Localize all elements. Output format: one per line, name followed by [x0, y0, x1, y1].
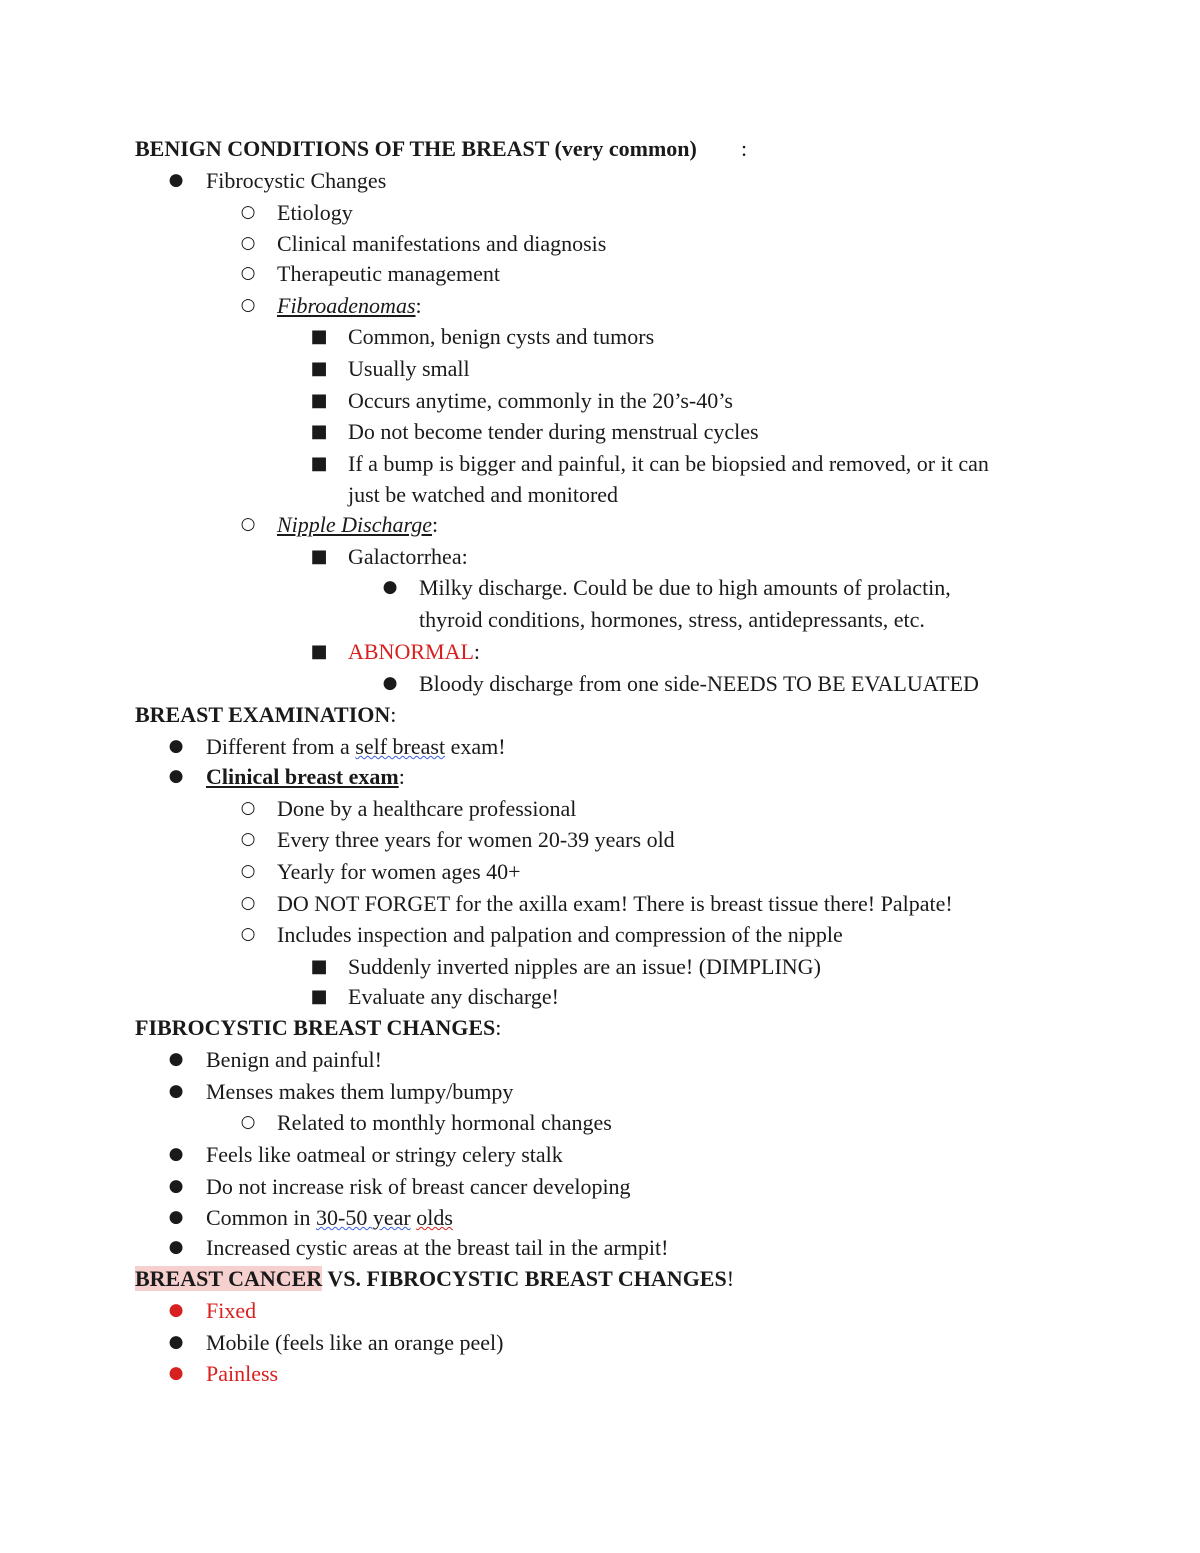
highlighted-text: BREAST CANCER: [135, 1266, 323, 1291]
list-item: ● Benign and painful!: [0, 1044, 1200, 1075]
bullet-disc-icon: ●: [168, 170, 184, 190]
bullet-square-icon: ■: [310, 546, 328, 567]
list-item: ■ Evaluate any discharge!: [0, 981, 1200, 1012]
list-item: ● Fibrocystic Changes: [0, 165, 1200, 196]
list-item: ○ Done by a healthcare professional: [0, 793, 1200, 824]
spellcheck-underline-red: olds: [416, 1205, 453, 1230]
bullet-circle-icon: ○: [240, 1112, 256, 1132]
bullet-disc-icon: ●: [168, 1237, 184, 1257]
bullet-square-icon: ■: [310, 390, 328, 411]
list-item-continuation: just be watched and monitored: [348, 482, 619, 507]
list-item: ● Common in 30-50 year olds: [0, 1202, 1200, 1233]
bullet-disc-icon: ●: [168, 1049, 184, 1069]
bullet-disc-icon: ●: [382, 577, 398, 597]
list-item-fibroadenomas: ○ Fibroadenomas:: [0, 290, 1200, 321]
spellcheck-underline: self breast: [355, 734, 446, 759]
bullet-disc-icon: ●: [168, 1332, 184, 1352]
list-item: ● Different from a self breast exam!: [0, 731, 1200, 762]
list-item-continuation: thyroid conditions, hormones, stress, antidepressants, etc.: [419, 607, 925, 632]
list-item: ○ Yearly for women ages 40+: [0, 856, 1200, 887]
list-item: ○ Related to monthly hormonal changes: [0, 1107, 1200, 1138]
list-item: ■ Galactorrhea:: [0, 541, 1200, 572]
bullet-square-icon: ■: [310, 641, 328, 662]
list-item: ● Milky discharge. Could be due to high amounts of prolactin,: [0, 572, 1200, 603]
list-item: ● Increased cystic areas at the breast tail in the armpit!: [0, 1232, 1200, 1263]
list-item: ■ Do not become tender during menstrual cycles: [0, 416, 1200, 447]
list-item: ● Bloody discharge from one side-NEEDS TO BE EVALUATED: [0, 668, 1200, 699]
bullet-circle-icon: ○: [240, 861, 256, 881]
bullet-circle-icon: ○: [240, 295, 256, 315]
list-item: ● Menses makes them lumpy/bumpy: [0, 1076, 1200, 1107]
list-item: ○ DO NOT FORGET for the axilla exam! There is breast tissue there! Palpate!: [0, 888, 1200, 919]
list-item: ○ Etiology: [0, 197, 1200, 228]
bullet-circle-icon: ○: [240, 924, 256, 944]
bullet-square-icon: ■: [310, 956, 328, 977]
bullet-square-icon: ■: [310, 326, 328, 347]
spellcheck-underline: 30-50 year: [316, 1205, 411, 1230]
bullet-disc-icon: ●: [168, 1363, 184, 1383]
list-item: ■ If a bump is bigger and painful, it can be biopsied and removed, or it can: [0, 448, 1200, 479]
list-item: ■ Occurs anytime, commonly in the 20’s-40’s: [0, 385, 1200, 416]
bullet-circle-icon: ○: [240, 798, 256, 818]
bullet-square-icon: ■: [310, 986, 328, 1007]
bullet-disc-icon: ●: [168, 1207, 184, 1227]
list-item-nipple-discharge: ○ Nipple Discharge:: [0, 509, 1200, 540]
bullet-disc-icon: ●: [382, 673, 398, 693]
list-item: ■ Common, benign cysts and tumors: [0, 321, 1200, 352]
bullet-circle-icon: ○: [240, 829, 256, 849]
bullet-disc-icon: ●: [168, 766, 184, 786]
section-heading-cancer-vs-fibrocystic: BREAST CANCER VS. FIBROCYSTIC BREAST CHANGES!: [135, 1266, 735, 1291]
list-item: ○ Includes inspection and palpation and compression of the nipple: [0, 919, 1200, 950]
list-item: ○ Therapeutic management: [0, 258, 1200, 289]
bullet-circle-icon: ○: [240, 893, 256, 913]
bullet-square-icon: ■: [310, 421, 328, 442]
list-item: ○ Every three years for women 20-39 years old: [0, 824, 1200, 855]
bullet-square-icon: ■: [310, 453, 328, 474]
list-item: ● Painless: [0, 1358, 1200, 1389]
bullet-disc-icon: ●: [168, 736, 184, 756]
section-heading-breast-examination: BREAST EXAMINATION:: [135, 702, 397, 727]
list-item: ■ Usually small: [0, 353, 1200, 384]
list-item: ○ Clinical manifestations and diagnosis: [0, 228, 1200, 259]
bullet-circle-icon: ○: [240, 233, 256, 253]
list-item-clinical-breast-exam: ● Clinical breast exam:: [0, 761, 1200, 792]
bullet-circle-icon: ○: [240, 514, 256, 534]
bullet-disc-icon: ●: [168, 1144, 184, 1164]
list-item-abnormal: ■ ABNORMAL:: [0, 636, 1200, 667]
section-heading-fibrocystic: FIBROCYSTIC BREAST CHANGES:: [135, 1015, 502, 1040]
bullet-disc-icon: ●: [168, 1176, 184, 1196]
bullet-circle-icon: ○: [240, 263, 256, 283]
bullet-circle-icon: ○: [240, 202, 256, 222]
bullet-disc-icon: ●: [168, 1300, 184, 1320]
list-item: ● Do not increase risk of breast cancer developing: [0, 1171, 1200, 1202]
list-item: ● Mobile (feels like an orange peel): [0, 1327, 1200, 1358]
bullet-square-icon: ■: [310, 358, 328, 379]
list-item: ■ Suddenly inverted nipples are an issue! (DIMPLING): [0, 951, 1200, 982]
section-heading-benign: BENIGN CONDITIONS OF THE BREAST (very common) :: [135, 136, 748, 161]
list-item: ● Feels like oatmeal or stringy celery stalk: [0, 1139, 1200, 1170]
bullet-disc-icon: ●: [168, 1081, 184, 1101]
list-item: ● Fixed: [0, 1295, 1200, 1326]
